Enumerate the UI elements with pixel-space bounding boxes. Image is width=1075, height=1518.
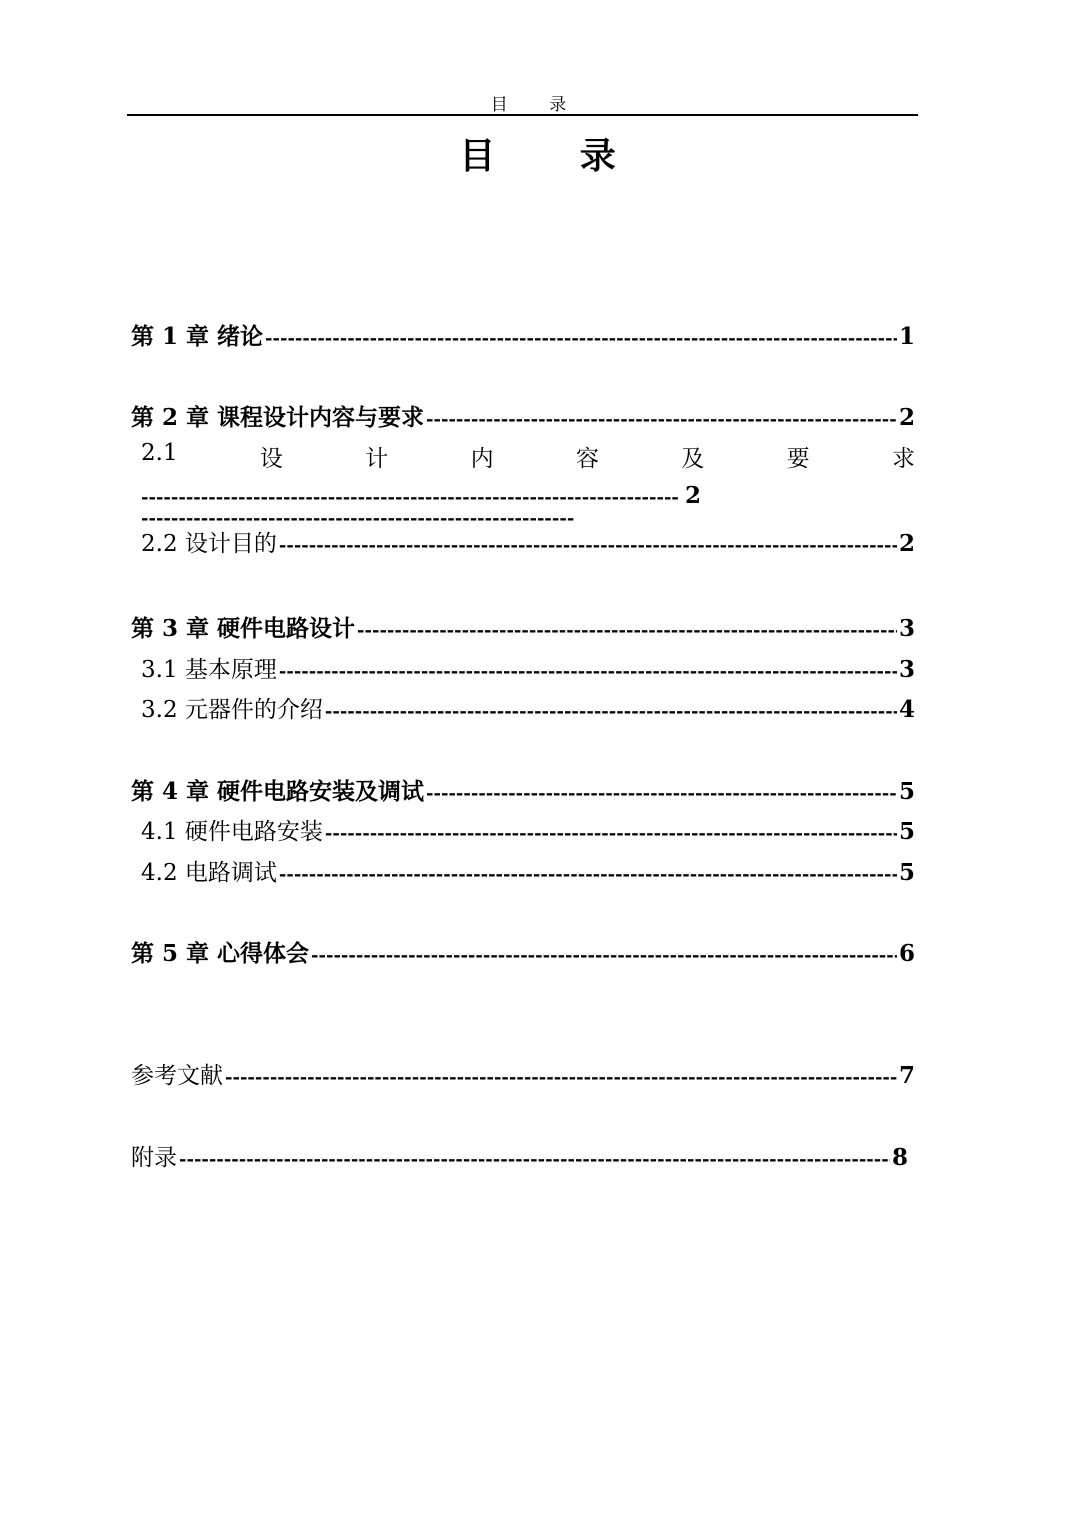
toc-word: 设 <box>259 446 283 472</box>
toc-page-number: 5 <box>898 859 915 886</box>
toc-entry-label: 参考文献 <box>131 1063 223 1089</box>
toc-leader-dots <box>279 864 897 885</box>
toc-page-number: 4 <box>898 696 915 723</box>
toc-word: 求 <box>891 446 915 472</box>
toc-leader-dots <box>141 487 685 529</box>
toc-page-number: 2 <box>684 482 701 509</box>
toc-page-number: 1 <box>898 323 915 350</box>
toc-page-number: 5 <box>898 818 915 845</box>
toc-entry-label: 3.2 元器件的介绍 <box>141 697 323 723</box>
toc-word: 内 <box>470 446 494 472</box>
toc-entry-label: 第 2 章 课程设计内容与要求 <box>131 404 425 431</box>
toc-leader-dots <box>325 823 897 844</box>
toc-entry-label: 附录 <box>131 1145 177 1171</box>
toc-entry-label: 第 1 章 绪论 <box>131 323 264 350</box>
toc-entry-section-3-2[interactable] <box>141 691 915 725</box>
toc-word: 计 <box>365 446 389 472</box>
toc-word: 及 <box>681 446 705 472</box>
toc-page-number: 2 <box>898 404 915 431</box>
toc-leader-dots <box>279 535 897 556</box>
toc-entry-section-4-1[interactable] <box>141 813 915 847</box>
toc-page-number: 3 <box>898 615 915 642</box>
toc-page-number: 7 <box>898 1062 915 1089</box>
toc-entry-chapter-1[interactable] <box>131 318 915 352</box>
toc-word: 要 <box>786 446 810 472</box>
toc-leader-dots <box>225 1067 897 1088</box>
toc-leader-dots <box>311 945 897 966</box>
toc-entry-label: 第 4 章 硬件电路安装及调试 <box>131 778 425 805</box>
toc-entry-section-4-2[interactable] <box>141 854 915 888</box>
toc-entry-chapter-2[interactable] <box>131 399 915 433</box>
toc-entry-section-3-1[interactable] <box>141 651 915 685</box>
toc-entry-references[interactable] <box>131 1057 915 1091</box>
toc-leader-dots <box>426 409 897 430</box>
toc-leader-dots <box>426 783 897 804</box>
page-title: 目 录 <box>459 135 652 177</box>
toc-leader-dots <box>279 661 897 682</box>
toc-page-number: 8 <box>891 1144 908 1171</box>
toc-entry-appendix[interactable] <box>131 1139 908 1173</box>
toc-entry-label: 4.2 电路调试 <box>141 860 277 886</box>
toc-entry-label: 第 3 章 硬件电路设计 <box>131 615 356 642</box>
toc-entry-label: 4.1 硬件电路安装 <box>141 819 323 845</box>
toc-entry-chapter-3[interactable] <box>131 610 915 644</box>
toc-entry-chapter-4[interactable] <box>131 773 915 807</box>
toc-page-number: 5 <box>898 778 915 805</box>
toc-page-number: 3 <box>898 656 915 683</box>
running-header: 目 录 <box>490 95 585 115</box>
toc-word: 容 <box>575 446 599 472</box>
toc-leader-dots <box>179 1149 890 1170</box>
toc-leader-dots <box>325 701 897 722</box>
toc-section-number: 2.1 <box>141 440 178 466</box>
toc-entry-label: 3.1 基本原理 <box>141 657 277 683</box>
header-rule <box>127 114 918 116</box>
toc-leader-dots <box>357 620 897 641</box>
toc-entry-label: 第 5 章 心得体会 <box>131 940 310 967</box>
toc-entry-label: 2.2 设计目的 <box>141 531 277 557</box>
toc-entry-section-2-1-continued[interactable] <box>141 482 701 516</box>
toc-page-number: 2 <box>898 530 915 557</box>
toc-page-number: 6 <box>898 940 915 967</box>
toc-entry-section-2-1[interactable] <box>141 440 915 474</box>
toc-entry-chapter-5[interactable] <box>131 935 915 969</box>
toc-entry-section-2-2[interactable] <box>141 525 915 559</box>
toc-leader-dots <box>265 328 897 349</box>
